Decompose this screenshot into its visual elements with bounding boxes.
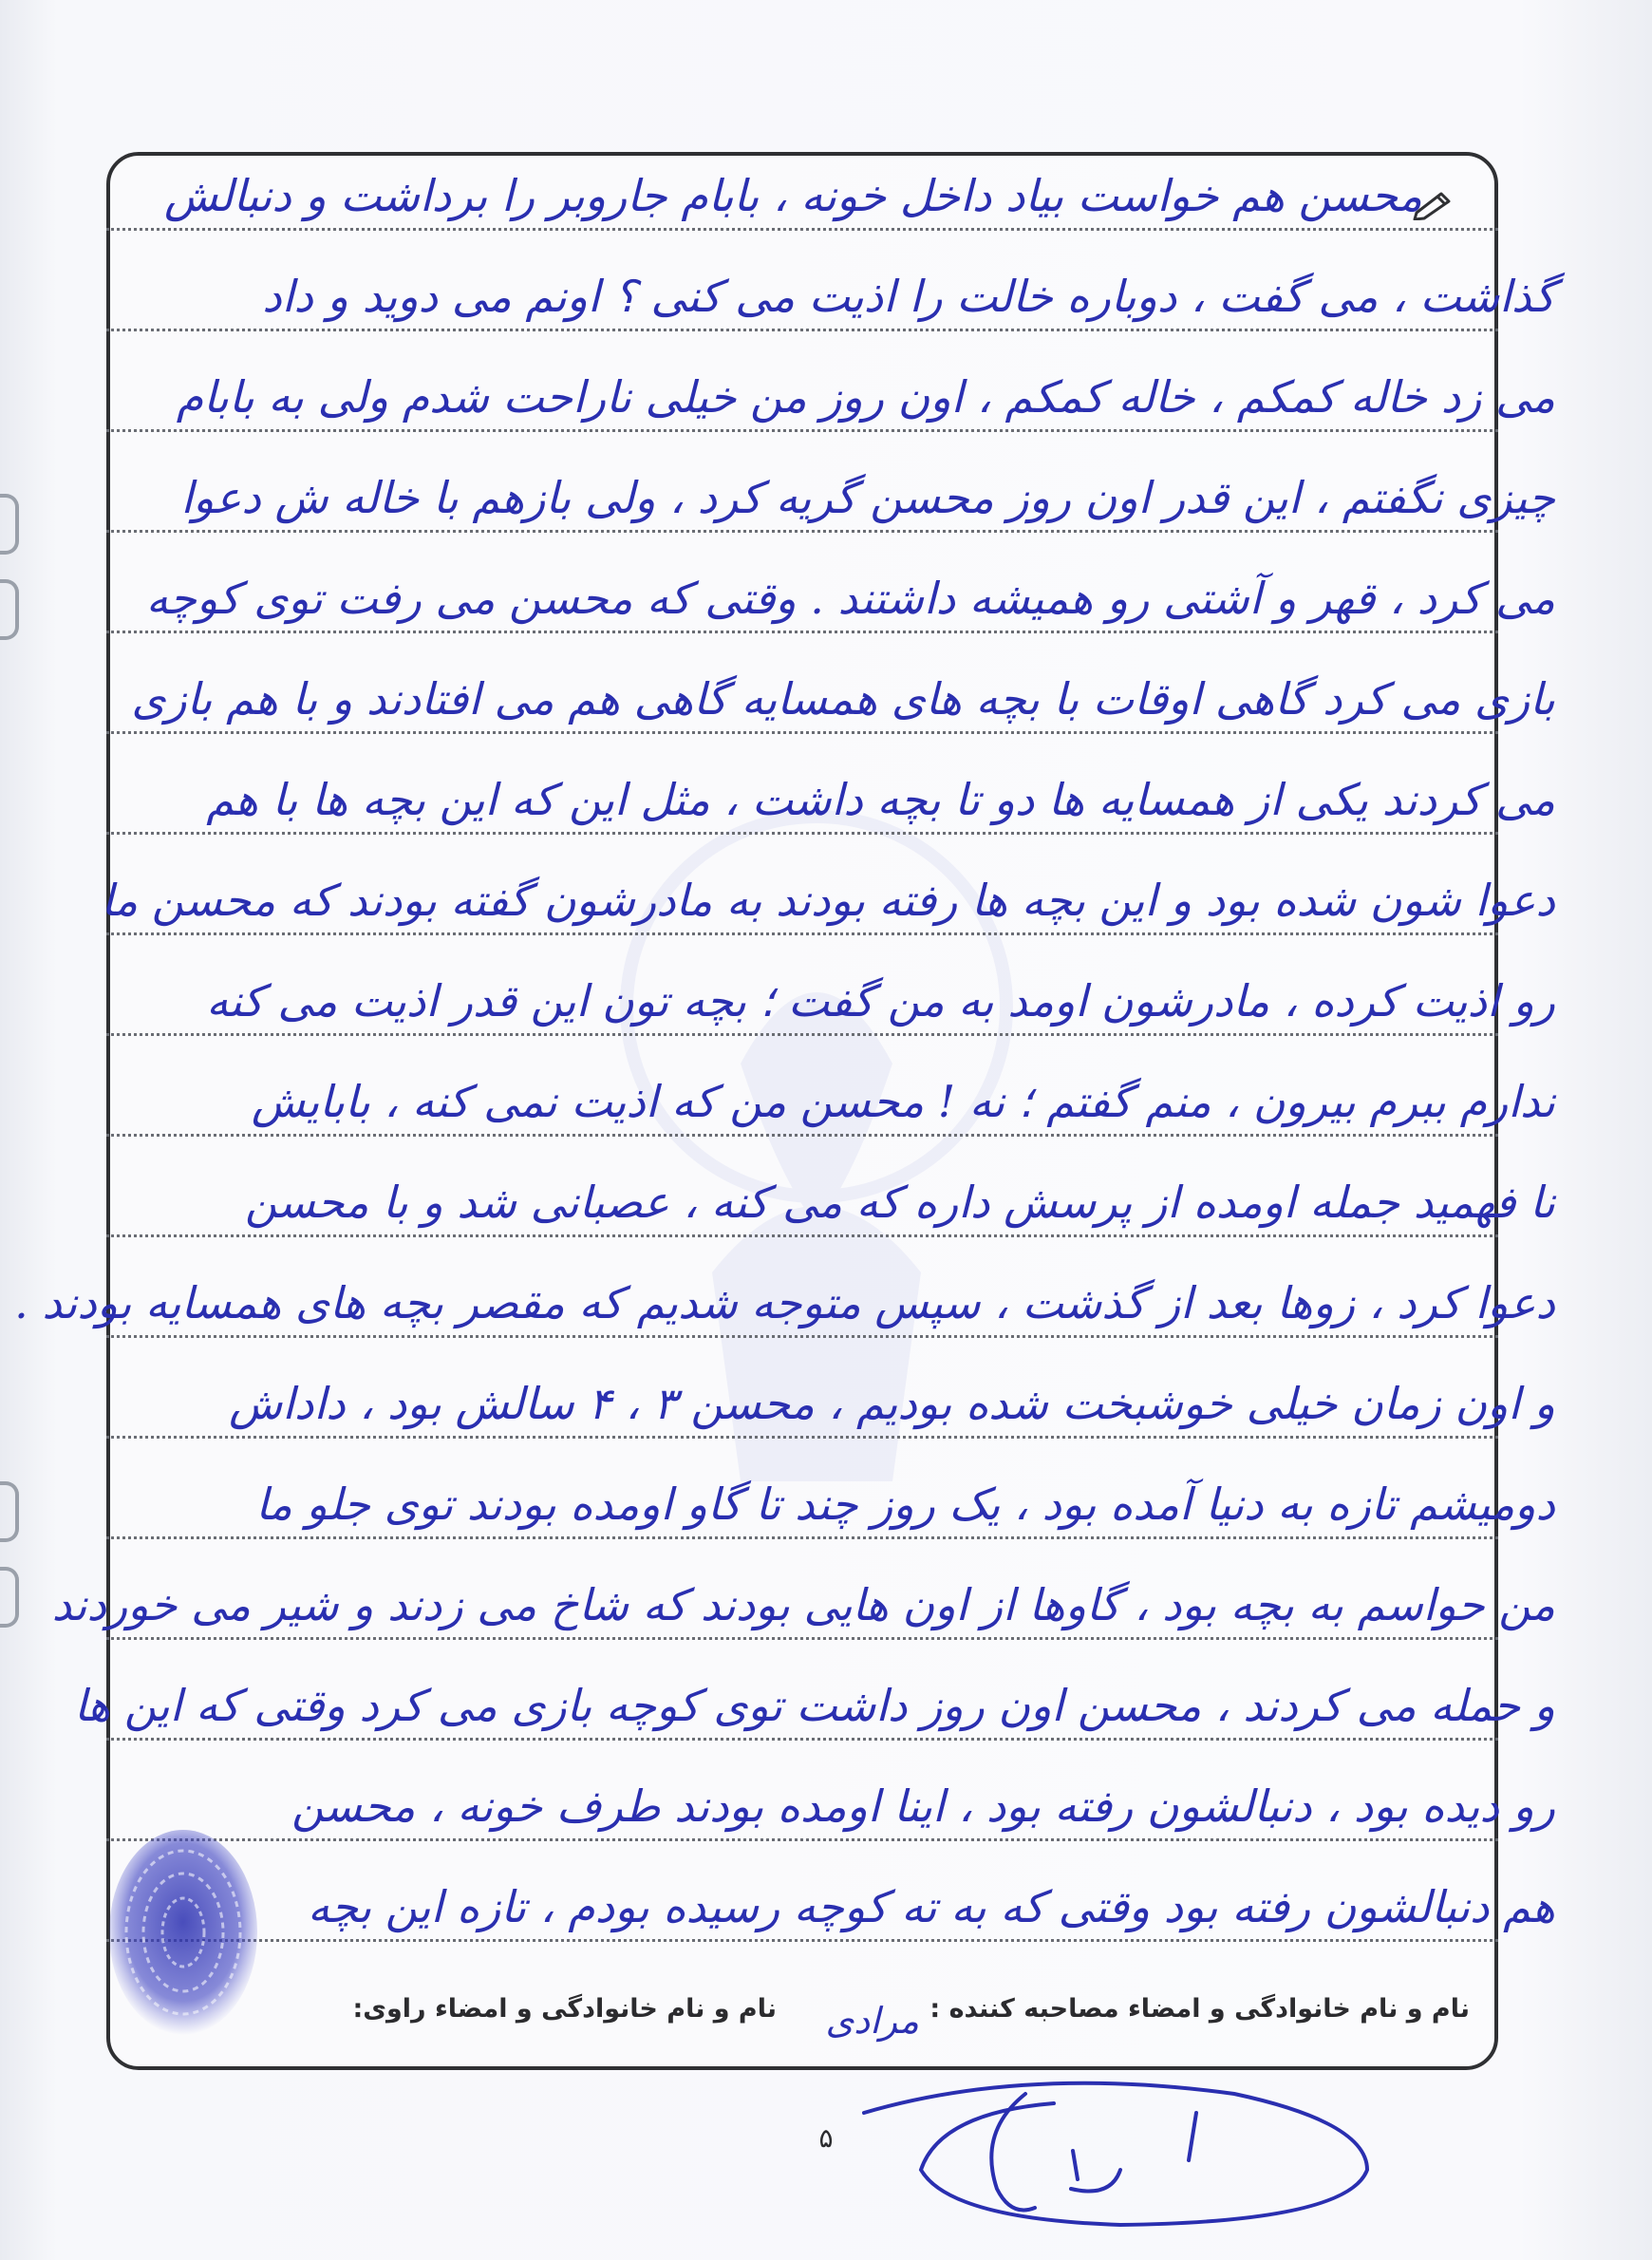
page-number: ۵ bbox=[818, 2122, 834, 2154]
binder-ring bbox=[0, 1481, 19, 1542]
signature-footer bbox=[106, 1994, 1498, 2051]
interviewer-name: مرادی bbox=[825, 2000, 919, 2042]
binder-ring bbox=[0, 494, 19, 555]
binder-ring bbox=[0, 1567, 19, 1628]
narrator-label: نام و نام خانوادگی و امضاء راوی: bbox=[352, 1994, 777, 2024]
interviewer-label: نام و نام خانوادگی و امضاء مصاحبه کننده : bbox=[929, 1994, 1470, 2024]
handwritten-text-area: محسن هم خواست بیاد داخل خونه ، بابام جاروبر را برداشت و دنبالش گذاشت ، می گفت ، دوباره خالت را اذیت می کنی ؟ اونم می دوید و داد می زد خاله کمکم ، خاله کمکم ، اون روز من خیلی ناراحت شدم ولی به بابام چیزی نگفتم ، این قدر اون روز محسن گریه کرد ، ولی بازهم با خاله ش دعوا می کرد ، قهر و آشتی رو همیشه داشتند . وقتی که محسن می رفت توی کوچه بازی می کرد گاهی اوقات با بچه های همسایه گاهی هم می افتادند و با هم بازی می کردند یکی از همسایه ها دو تا بچه داشت ، مثل این که این بچه ها با هم دعوا شون شده بود و این بچه ها رفته بودند به مادرشون گفته بودند که محسن ما رو اذیت کرده ، مادرشون اومد به من گفت ؛ بچه تون این قدر اذیت می کنه ندارم ببرم بیرون ، منم گفتم ؛ نه ! محسن من که اذیت نمی کنه ، بابایش نا فهمید جمله اومده از پرسش داره که می کنه ، عصبانی شد و با محسن دعوا کرد ، زوها بعد از گذشت ، سپس متوجه شدیم که مقصر بچه های همسایه بودند . و اون زمان خیلی خوشبخت شده بودیم ، محسن ۳ ، ۴ سالش بود ، داداش دومیشم تازه به دنیا آمده بود ، یک روز چند تا گاو اومده بودند توی جلو ما من حواسم به بچه بود ، گاوها از اون هایی بودند که شاخ می زدند و شیر می خوردند و حمله می کردند ، محسن اون روز داشت توی کوچه بازی می کرد وقتی که این ها رو دیده بود ، دنبالشون رفته بود ، اینا اومده بودند طرف خونه ، محسن هم دنبالشون رفته بود وقتی که به ته کوچه رسیده بودم ، تازه این بچه bbox=[106, 152, 1498, 2070]
binder-ring bbox=[0, 579, 19, 640]
